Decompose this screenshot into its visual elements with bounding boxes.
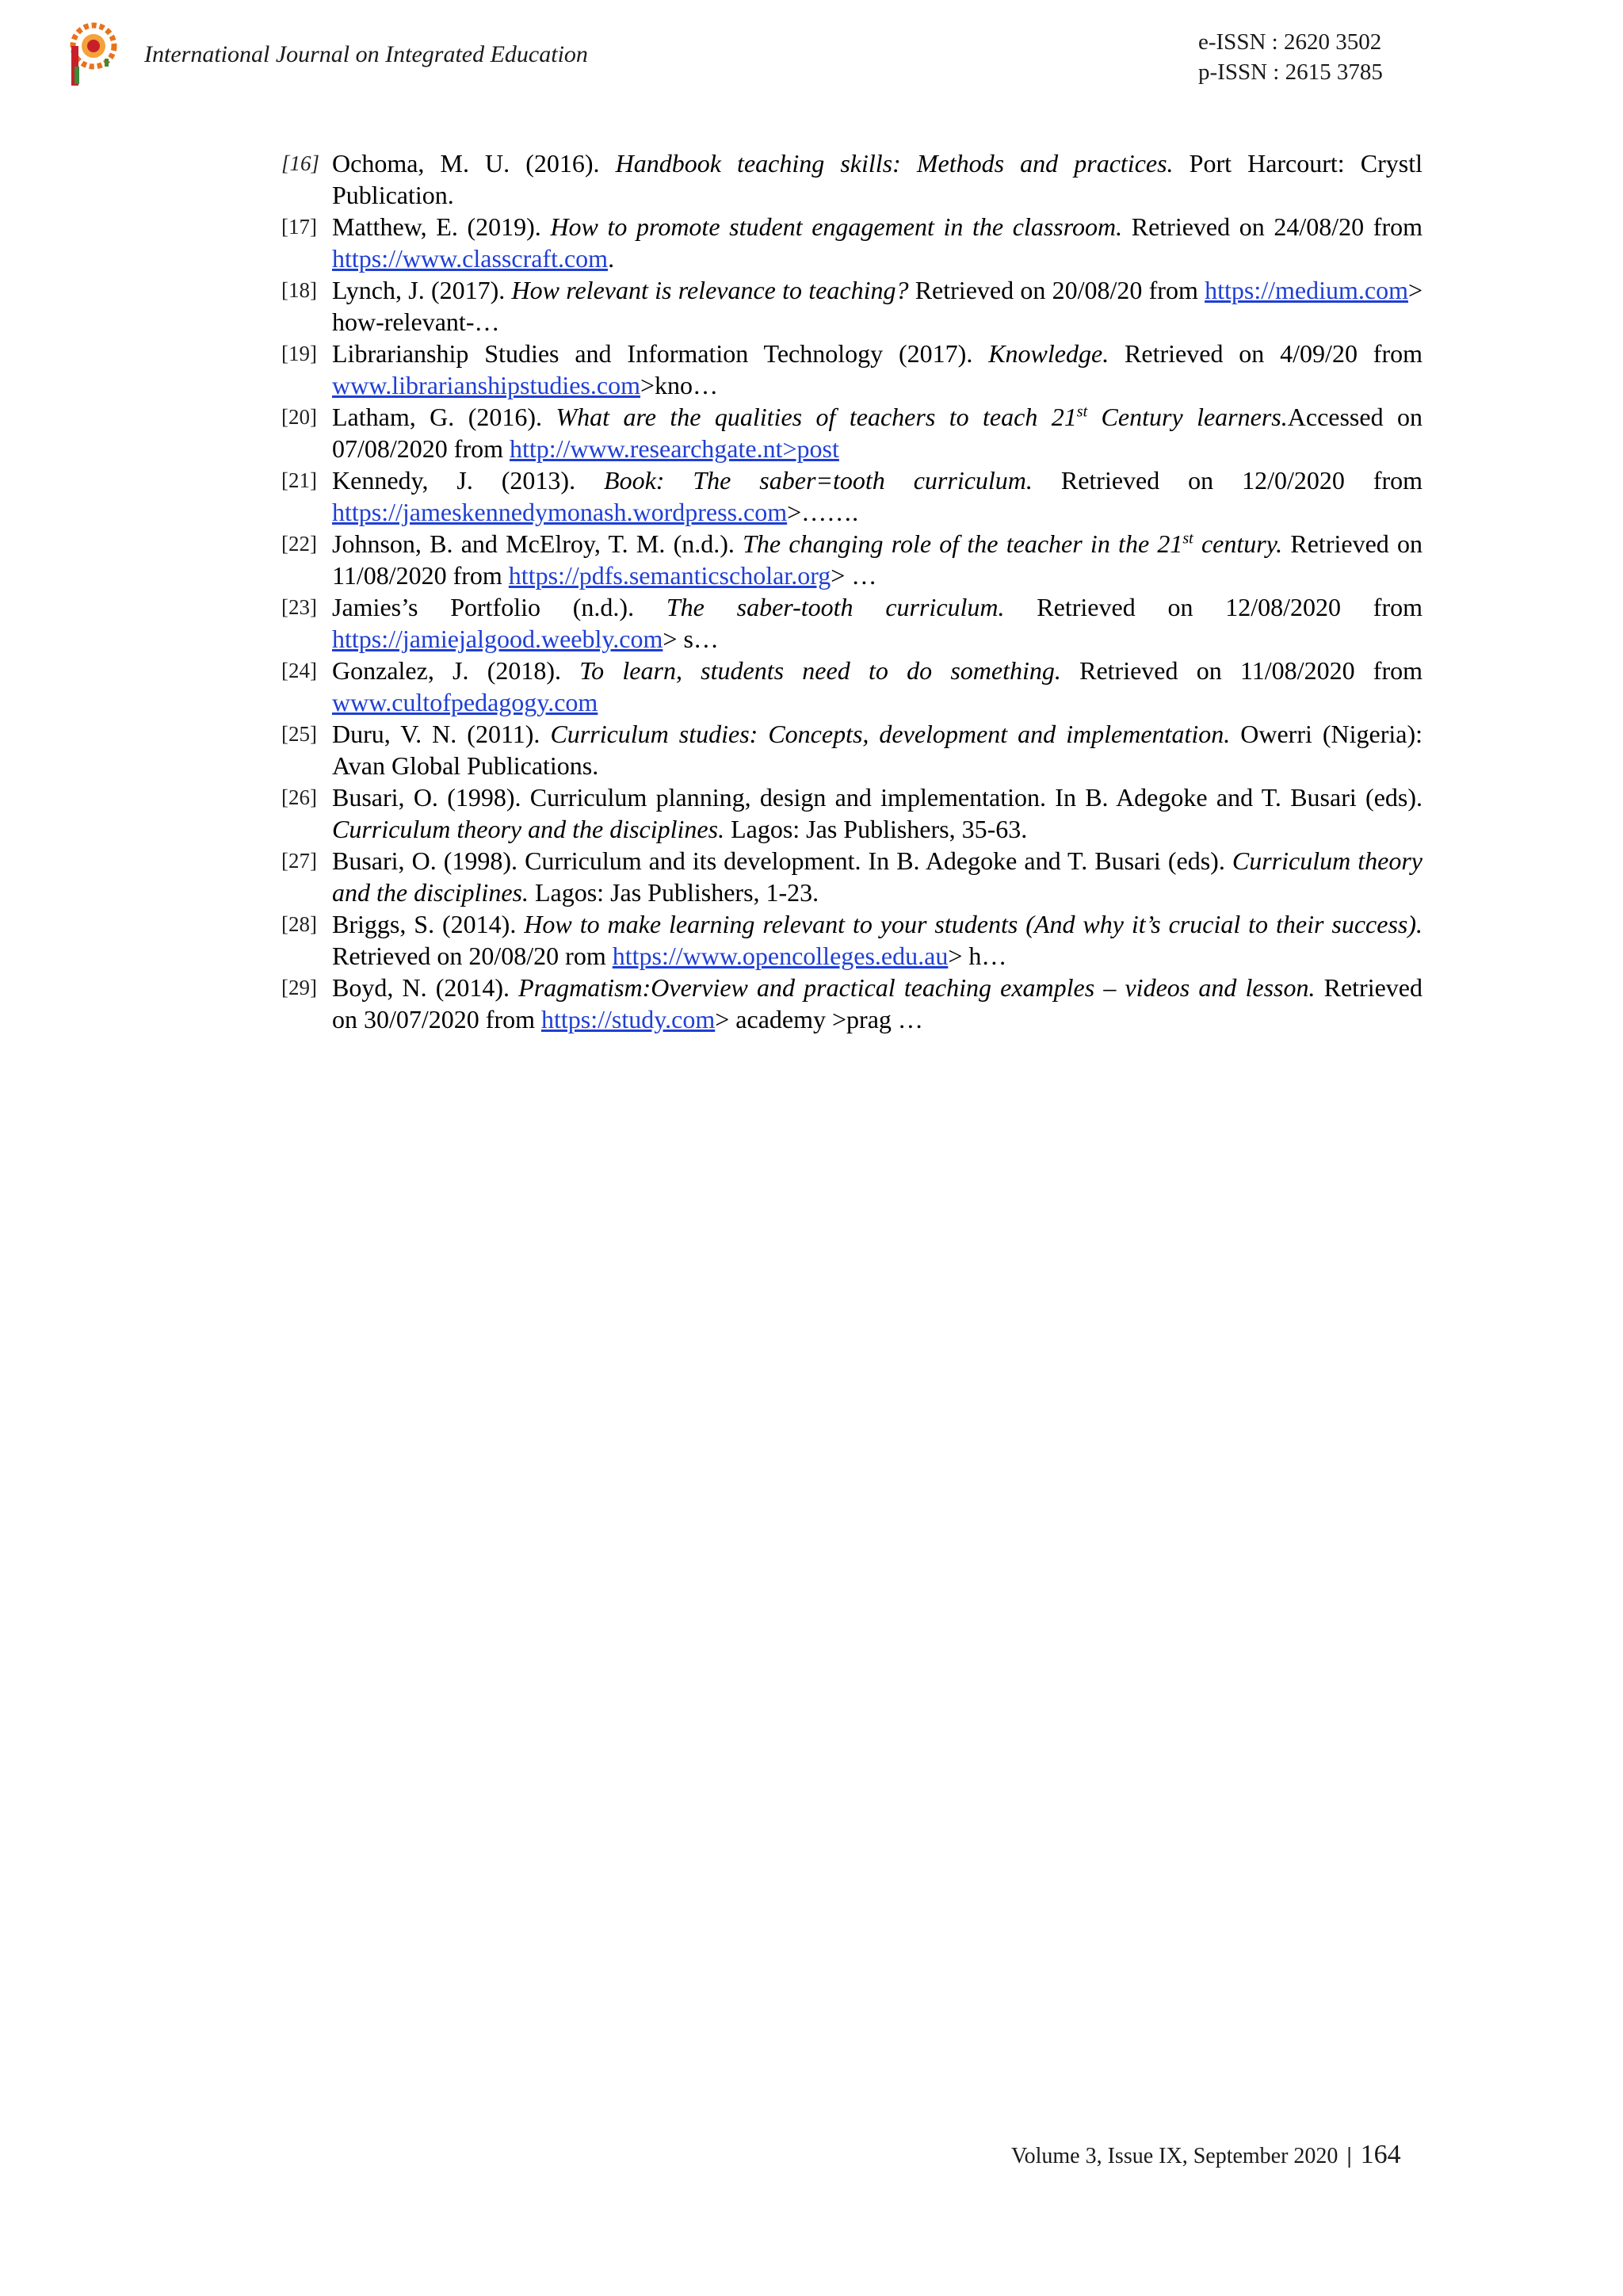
- reference-title: Curriculum theory and the disciplines.: [332, 815, 725, 843]
- reference-text: [332, 718, 1423, 781]
- reference-text: [332, 464, 1423, 528]
- reference-segment: Boyd, N. (2014).: [332, 973, 519, 1002]
- reference-segment: >kno…: [640, 371, 719, 399]
- reference-item: [281, 401, 1423, 464]
- issn-block: [1198, 27, 1383, 87]
- pissn: p-ISSN : 2615 3785: [1198, 59, 1383, 85]
- reference-number: [22]: [281, 532, 317, 556]
- reference-text: [332, 211, 1423, 274]
- reference-item: [281, 338, 1423, 401]
- reference-segment: > h…: [948, 942, 1007, 970]
- reference-segment: Lagos: Jas Publishers, 1-23.: [528, 878, 819, 907]
- superscript: st: [1182, 529, 1193, 548]
- reference-segment: > …: [831, 561, 877, 590]
- reference-segment: Lynch, J. (2017).: [332, 276, 512, 304]
- reference-segment: Retrieved on 11/08/2020 from: [1060, 656, 1423, 685]
- reference-item: [281, 972, 1423, 1035]
- reference-number: [29]: [281, 976, 317, 999]
- reference-title: Curriculum theory and the disciplines.: [332, 846, 1423, 907]
- reference-link[interactable]: https://pdfs.semanticscholar.org: [508, 561, 831, 590]
- reference-segment: Retrieved on 12/08/2020 from: [1004, 593, 1423, 621]
- reference-text: [332, 401, 1423, 464]
- reference-item: [281, 908, 1423, 972]
- reference-text: [332, 338, 1423, 401]
- volume-info: Volume 3, Issue IX, September 2020: [1011, 2144, 1338, 2168]
- reference-link[interactable]: https://jameskennedymonash.wordpress.com: [332, 498, 788, 526]
- reference-segment: Retrieved on 24/08/20 from: [1122, 212, 1423, 241]
- reference-link[interactable]: https://www.classcraft.com: [332, 244, 609, 273]
- reference-text: [332, 655, 1423, 718]
- reference-segment: >…….: [787, 498, 859, 526]
- reference-title: The saber-tooth curriculum.: [666, 593, 1005, 621]
- reference-title: How relevant is relevance to teaching?: [511, 276, 909, 304]
- reference-segment: Busari, O. (1998). Curriculum and its development. In B. Adegoke and T. Busari (eds).: [332, 846, 1232, 875]
- reference-link[interactable]: https://study.com: [540, 1005, 716, 1033]
- reference-item: [281, 274, 1423, 338]
- reference-title: To learn, students need to do something.: [579, 656, 1061, 685]
- reference-title: What are the qualities of teachers to teach 21: [556, 403, 1077, 431]
- reference-segment: Matthew, E. (2019).: [332, 212, 551, 241]
- reference-segment: Retrieved on 4/09/20 from: [1109, 339, 1423, 368]
- reference-segment: Kennedy, J. (2013).: [332, 466, 605, 495]
- reference-item: [281, 781, 1423, 845]
- journal-name: International Journal on Integrated Education: [144, 41, 588, 67]
- reference-link[interactable]: www.cultofpedagogy.com: [332, 688, 598, 716]
- reference-segment: Retrieved on 30/07/2020 from: [332, 973, 1423, 1033]
- reference-segment: Lagos: Jas Publishers, 35-63.: [724, 815, 1028, 843]
- reference-item: [281, 464, 1423, 528]
- reference-segment: > how-relevant-…: [332, 276, 1423, 336]
- reference-number: [19]: [281, 342, 317, 365]
- reference-segment: Gonzalez, J. (2018).: [332, 656, 580, 685]
- reference-segment: Duru, V. N. (2011).: [332, 720, 551, 748]
- reference-segment: Retrieved on 20/08/20 from: [908, 276, 1205, 304]
- reference-item: [281, 211, 1423, 274]
- reference-link[interactable]: www.librarianshipstudies.com: [332, 371, 640, 399]
- reference-title: century.: [1193, 529, 1283, 558]
- reference-text: [332, 528, 1423, 591]
- reference-segment: Retrieved on 12/0/2020 from: [1032, 466, 1423, 495]
- page-footer: [1011, 2140, 1401, 2170]
- reference-link[interactable]: https://jamiejalgood.weebly.com: [332, 625, 663, 653]
- reference-number: [23]: [281, 595, 317, 619]
- reference-item: [281, 528, 1423, 591]
- reference-text: [332, 781, 1423, 845]
- reference-number: [26]: [281, 785, 317, 809]
- reference-item: [281, 655, 1423, 718]
- reference-number: [28]: [281, 912, 317, 936]
- reference-title: Handbook teaching skills: Methods and practices.: [615, 149, 1174, 178]
- reference-number: [16]: [281, 151, 320, 175]
- reference-segment: > academy >prag …: [715, 1005, 923, 1033]
- reference-segment: Retrieved on 20/08/20 rom: [332, 942, 613, 970]
- reference-link[interactable]: https://medium.com: [1205, 276, 1408, 304]
- page-number: 164: [1360, 2140, 1401, 2169]
- reference-title: Curriculum studies: Concepts, development and implementation.: [550, 720, 1231, 748]
- reference-title: Book: The saber=tooth curriculum.: [604, 466, 1033, 495]
- reference-title: The changing role of the teacher in the 21: [743, 529, 1183, 558]
- reference-segment: .: [608, 244, 615, 273]
- reference-item: [281, 845, 1423, 908]
- reference-title: How to make learning relevant to your students (And why it’s crucial to their success).: [524, 910, 1423, 938]
- reference-text: [332, 845, 1423, 908]
- reference-segment: Librarianship Studies and Information Technology (2017).: [332, 339, 989, 368]
- reference-segment: Busari, O. (1998). Curriculum planning, design and implementation. In B. Adegoke and T. Busari (eds).: [332, 783, 1423, 812]
- reference-list: [281, 147, 1423, 1035]
- reference-title: How to promote student engagement in the classroom.: [550, 212, 1123, 241]
- reference-number: [17]: [281, 215, 317, 239]
- superscript: st: [1076, 403, 1088, 421]
- reference-segment: Port Harcourt: Crystl Publication.: [332, 149, 1423, 209]
- reference-number: [24]: [281, 659, 317, 682]
- reference-text: [332, 591, 1423, 655]
- reference-segment: Jamies’s Portfolio (n.d.).: [332, 593, 666, 621]
- reference-number: [25]: [281, 722, 317, 746]
- reference-text: [332, 972, 1423, 1035]
- reference-number: [20]: [281, 405, 317, 429]
- reference-number: [27]: [281, 849, 317, 873]
- reference-segment: Johnson, B. and McElroy, T. M. (n.d.).: [332, 529, 743, 558]
- reference-link[interactable]: https://www.opencolleges.edu.au: [612, 942, 949, 970]
- reference-item: [281, 591, 1423, 655]
- reference-segment: > s…: [663, 625, 719, 653]
- eissn: e-ISSN : 2620 3502: [1198, 29, 1382, 55]
- reference-text: [332, 908, 1423, 972]
- reference-text: [332, 147, 1423, 211]
- reference-title: Pragmatism:Overview and practical teaching examples – videos and lesson.: [518, 973, 1316, 1002]
- reference-segment: Accessed on 07/08/2020 from: [332, 403, 1423, 463]
- reference-item: [281, 147, 1423, 211]
- journal-logo-icon: [65, 22, 122, 89]
- reference-segment: Ochoma, M. U. (2016).: [332, 149, 616, 178]
- reference-title: Knowledge.: [988, 339, 1109, 368]
- reference-segment: Owerri (Nigeria): Avan Global Publications.: [332, 720, 1423, 780]
- reference-text: [332, 274, 1423, 338]
- reference-link[interactable]: http://www.researchgate.nt>post: [509, 434, 839, 463]
- reference-segment: Retrieved on 11/08/2020 from: [332, 529, 1423, 590]
- reference-number: [21]: [281, 468, 317, 492]
- reference-segment: Latham, G. (2016).: [332, 403, 556, 431]
- footer-separator: |: [1346, 2144, 1352, 2168]
- reference-item: [281, 718, 1423, 781]
- reference-title: Century learners.: [1087, 403, 1288, 431]
- reference-number: [18]: [281, 278, 317, 302]
- reference-segment: Briggs, S. (2014).: [332, 910, 525, 938]
